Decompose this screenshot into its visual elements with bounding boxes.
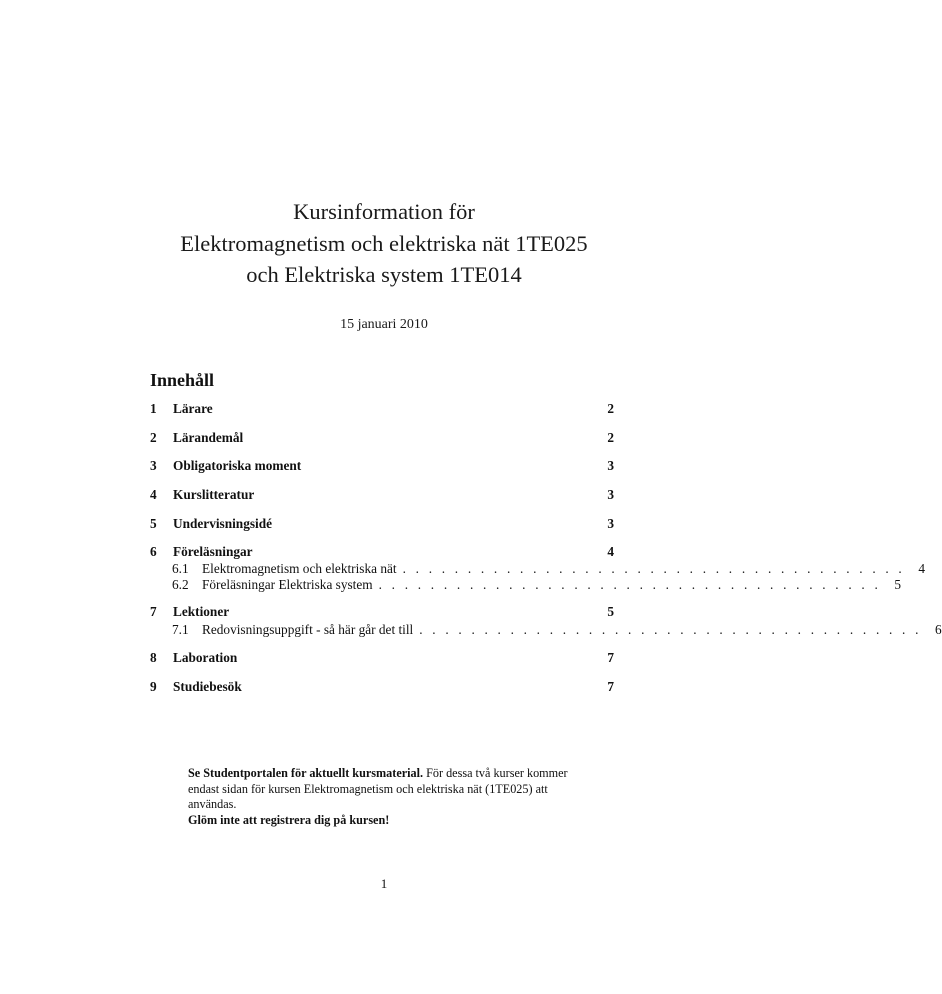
toc-subentry-label: Redovisningsuppgift - så här går det till (202, 622, 414, 637)
toc-entry-page: 2 (607, 430, 614, 445)
toc-entry-label: Laboration (173, 650, 238, 665)
toc-entry-number: 6 (150, 544, 157, 559)
toc-entry-page: 3 (607, 458, 614, 473)
toc-entry-kurslitteratur[interactable] (150, 487, 614, 505)
toc-entry-label: Obligatoriska moment (173, 458, 302, 473)
toc-entry-page: 2 (607, 401, 614, 416)
toc-entry-number: 8 (150, 650, 157, 665)
toc-entry-page: 7 (607, 679, 614, 694)
toc-entry-number: 5 (150, 516, 157, 531)
toc-entry-number: 3 (150, 458, 157, 473)
toc-entry-page: 3 (607, 516, 614, 531)
toc-leader-dots: . . . . . . . . . . . . . . . . . . . . . . . . . . . . . . . . . . . . . . . (378, 577, 881, 592)
toc-entry-number: 1 (150, 401, 157, 416)
toc-subentry-elektriska-system[interactable] (150, 577, 901, 595)
title-line-3: och Elektriska system 1TE014 (246, 262, 522, 287)
toc-entry-laboration[interactable] (150, 650, 614, 668)
toc-entry-obligatoriska-moment[interactable] (150, 458, 614, 476)
toc-entry-label: Undervisningsidé (173, 516, 273, 531)
toc-entry-studiebesok[interactable] (150, 679, 614, 697)
toc-entry-lektioner[interactable] (150, 604, 614, 622)
toc-subentry-number: 7.1 (172, 622, 189, 637)
toc-subentry-number: 6.1 (172, 561, 189, 576)
toc-entry-larandemal[interactable] (150, 430, 614, 448)
note-bold-tail: Glöm inte att registrera dig på kursen! (188, 812, 390, 827)
toc-entry-number: 2 (150, 430, 157, 445)
note-bold-lead: Se Studentportalen för aktuellt kursmaterial. (188, 766, 424, 780)
toc-entry-undervisningside[interactable] (150, 516, 614, 534)
title-line-2: Elektromagnetism och elektriska nät 1TE025 (180, 230, 588, 256)
title-line-1: Kursinformation för (293, 199, 475, 224)
toc-subentry-label: Elektromagnetism och elektriska nät (202, 561, 397, 576)
toc-entry-forelasningar[interactable] (150, 544, 614, 562)
toc-entry-label: Kurslitteratur (173, 487, 255, 502)
document-date: 15 januari 2010 (340, 317, 428, 332)
toc-entry-page: 3 (607, 487, 614, 502)
toc-entry-page: 5 (607, 604, 614, 619)
toc-entry-label: Lektioner (173, 604, 230, 619)
toc-entry-number: 7 (150, 604, 157, 619)
page-number: 1 (380, 876, 388, 891)
toc-subentry-redovisningsuppgift[interactable] (150, 622, 942, 640)
toc-heading: Innehåll (150, 370, 215, 390)
table-of-contents (150, 0, 942, 994)
note-text: För dessa två kurser kommer endast sidan för kursen Elektromagnetism och elektriska nät (1TE025) att användas. (188, 766, 568, 811)
toc-leader-dots: . . . . . . . . . . . . . . . . . . . . . . . . . . . . . . . . . . . . . . . (402, 561, 905, 576)
toc-entry-number: 4 (150, 487, 157, 502)
toc-subentry-page: 4 (918, 561, 925, 576)
toc-subentry-number: 6.2 (172, 577, 189, 592)
toc-entry-label: Studiebesök (173, 679, 242, 694)
toc-entry-label: Lärandemål (173, 430, 244, 445)
toc-leader-dots: . . . . . . . . . . . . . . . . . . . . . . . . . . . . . . . . . . . . . . . (419, 622, 922, 637)
toc-entry-label: Lärare (173, 401, 213, 416)
toc-entry-page: 7 (607, 650, 614, 665)
toc-entry-number: 9 (150, 679, 157, 694)
toc-entry-larare[interactable] (150, 401, 614, 419)
toc-subentry-label: Föreläsningar Elektriska system (202, 577, 373, 592)
document-title (0, 196, 768, 291)
toc-entry-label: Föreläsningar (173, 544, 253, 559)
toc-entry-page: 4 (607, 544, 614, 559)
toc-subentry-page: 5 (894, 577, 901, 592)
course-portal-note (188, 766, 576, 828)
toc-subentry-page: 6 (934, 622, 942, 637)
